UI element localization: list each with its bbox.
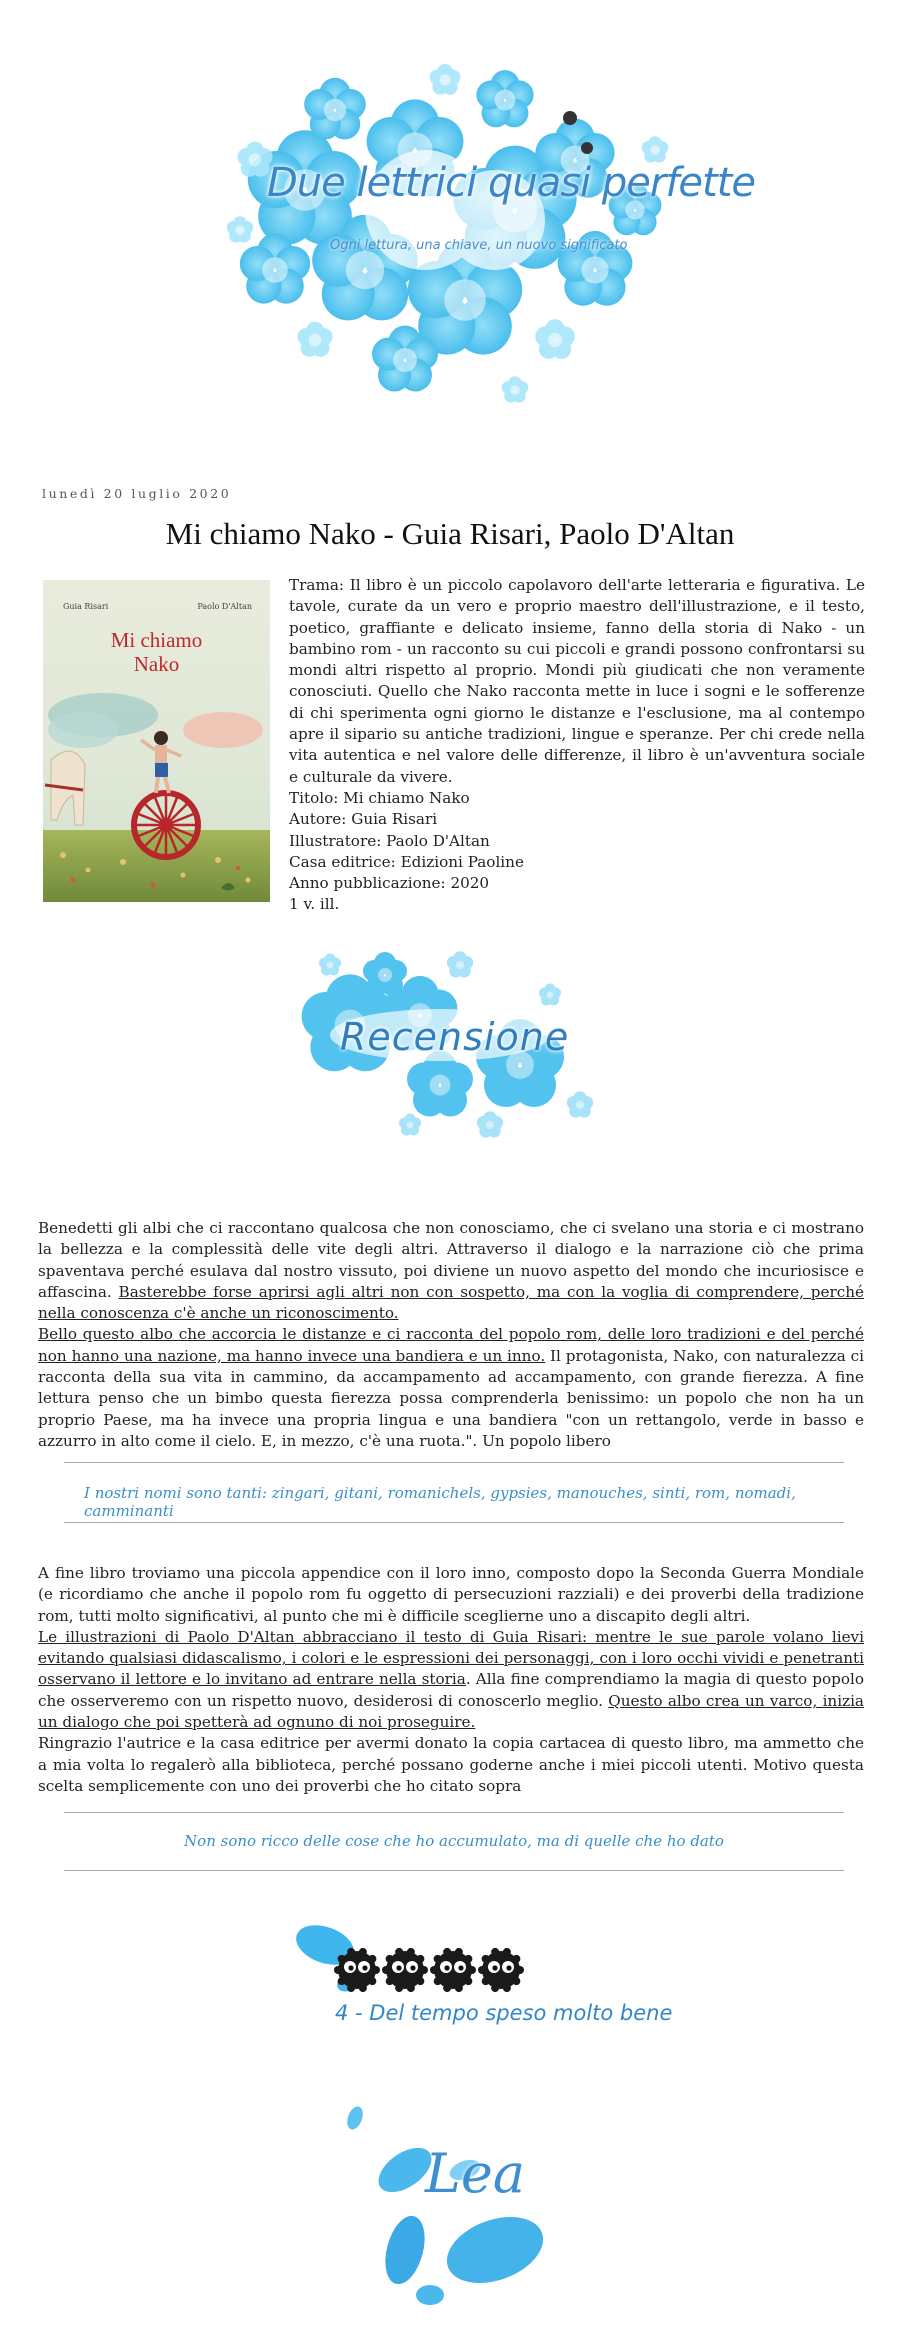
blog-header-banner[interactable] [215, 40, 755, 410]
book-title-line: Titolo: Mi chiamo Nako [289, 788, 470, 807]
signature-image [335, 2100, 575, 2315]
blog-title[interactable]: Due lettrici quasi perfette [267, 160, 755, 206]
review-paragraph-4 [38, 1627, 864, 1733]
review-highlight: Basterebbe forse aprirsi agli altri non con sospetto, ma con la voglia di comprendere, perché nella conoscenza c'è anche un riconoscimento. [38, 1282, 864, 1323]
review-paragraph-3: A fine libro troviamo una piccola appendice con il loro inno, composto dopo la Seconda Guerra Mondiale (e ricordiamo che anche il popolo rom fu oggetto di persecuzioni razziali) e dei proverbi della tradizione rom, tutti molto significativi, al punto che mi è difficile sceglierne uno a discapito degli altri. [38, 1564, 864, 1625]
review-highlight: Bello questo albo che accorcia le distanze e ci racconta del popolo rom, delle loro tradizioni e del perché non hanno una nazione, ma hanno invece una bandiera e un inno. [38, 1325, 864, 1365]
rating-critter-icon [382, 1948, 428, 1992]
post-date: lunedì 20 luglio 2020 [42, 486, 232, 501]
quote-divider-bottom-2 [64, 1870, 844, 1871]
rating-text: 4 - Del tempo speso molto bene [335, 2001, 673, 2025]
book-pages-line: 1 v. ill. [289, 895, 340, 914]
signature-name: Lea [425, 2142, 526, 2205]
quote-divider-bottom [64, 1522, 844, 1523]
book-year-line: Anno pubblicazione: 2020 [289, 874, 490, 893]
post-title[interactable]: Mi chiamo Nako - Guia Risari, Paolo D'Altan [165, 516, 735, 551]
review-highlight: Le illustrazioni di Paolo D'Altan abbracciano il testo di Guia Risari: mentre le sue parole volano lievi evitando qualsiasi didascalismo, i colori e le espressioni dei personaggi, con i loro occhi vividi e penetranti osservano il lettore e lo invitano ad entrare nella storia [38, 1627, 864, 1689]
rating-badge [295, 1915, 673, 2040]
review-text: Benedetti gli albi che ci raccontano qualcosa che non conosciamo, che ci svelano una storia e ci mostrano la bellezza e la complessità delle vite degli altri. Attraverso il dialogo e la narrazione ciò che prima spaventava perché esulava dal nostro vissuto, poi diviene un nuovo aspetto del mondo che incuriosisce e affascina. [38, 1219, 864, 1301]
blog-tagline: Ogni lettura, una chiave, un nuovo significato [330, 238, 628, 253]
cover-title [43, 628, 270, 676]
cover-title-line2: Nako [133, 652, 180, 676]
book-author-line: Autore: Guia Risari [289, 810, 438, 829]
pull-quote-proverb: Non sono ricco delle cose che ho accumulato, ma di quelle che ho dato [184, 1832, 724, 1850]
rating-critter-icon [430, 1948, 476, 1992]
book-cover-image[interactable] [43, 580, 270, 902]
flower-banner-illustration [215, 40, 685, 410]
rating-critter-icon [478, 1948, 524, 1992]
review-text: . Alla fine comprendiamo la magia di questo popolo che osserveremo con un rispetto nuovo, desiderosi di conoscerlo meglio. [38, 1670, 864, 1710]
review-highlight: Questo albo crea un varco, inizia un dialogo che poi spetterà ad ognuno di noi proseguire. [38, 1691, 864, 1732]
cover-author-right: Paolo D'Altan [197, 602, 252, 611]
cover-title-line1: Mi chiamo [110, 628, 203, 652]
signature-petals [335, 2100, 575, 2315]
cover-author-left: Guia Risari [63, 602, 109, 611]
review-paragraph-5: Ringrazio l'autrice e la casa editrice per avermi donato la copia cartacea di questo libro, ma ammetto che a mia volta lo regalerò alla biblioteca, perché possano goderne anche i miei piccoli utenti. Motivo questa scelta semplicemente con uno dei proverbi che ho citato sopra [38, 1734, 864, 1795]
quote-divider-top-2 [64, 1812, 844, 1813]
rating-score-marks [334, 1948, 524, 1992]
quote-divider-top [64, 1462, 844, 1463]
review-paragraph-2 [38, 1324, 864, 1452]
review-heading: Recensione [340, 1015, 570, 1059]
book-illustrator-line: Illustratore: Paolo D'Altan [289, 831, 490, 850]
review-heading-image [290, 935, 620, 1150]
review-body-part1 [38, 1218, 864, 1452]
book-info [289, 575, 865, 916]
review-text: Il protagonista, Nako, con naturalezza ci racconta della sua vita in cammino, da accampamento ad accampamento, con grande fierezza. A fine lettura penso che un bimbo questa fierezza possa comprenderla benissimo: un popolo che non ha un proprio Paese, ma ha invece una propria lingua e una bandiera "con un rettangolo, verde in basso e azzurro in alto come il cielo. E, in mezzo, c'è una ruota.". Un popolo libero [38, 1346, 864, 1450]
review-paragraph-1 [38, 1218, 864, 1324]
book-plot: Trama: Il libro è un piccolo capolavoro dell'arte letteraria e figurativa. Le tavole, curate da un vero e proprio maestro dell'illustrazione, e il testo, poetico, graffiante e delicato insieme, fanno della storia di Nako - un bambino rom - un racconto su cui piccoli e grandi possono confrontarsi su mondi altri rispetto al proprio. Mondi più giudicati che non veramente conosciuti. Quello che Nako racconta mette in luce i sogni e le sofferenze di chi sperimenta ogni giorno le distanze e l'esclusione, ma al contempo apre il sipario su antiche tradizioni, lingue e speranze. Per chi crede nella vita autentica e nel valore delle differenze, il libro è un'avventura sociale e culturale da vivere. [289, 576, 865, 786]
book-publisher-line: Casa editrice: Edizioni Paoline [289, 852, 524, 871]
review-body-part2 [38, 1563, 864, 1797]
pull-quote-names: I nostri nomi sono tanti: zingari, gitani, romanichels, gypsies, manouches, sinti, rom, nomadi, camminanti [84, 1484, 796, 1520]
